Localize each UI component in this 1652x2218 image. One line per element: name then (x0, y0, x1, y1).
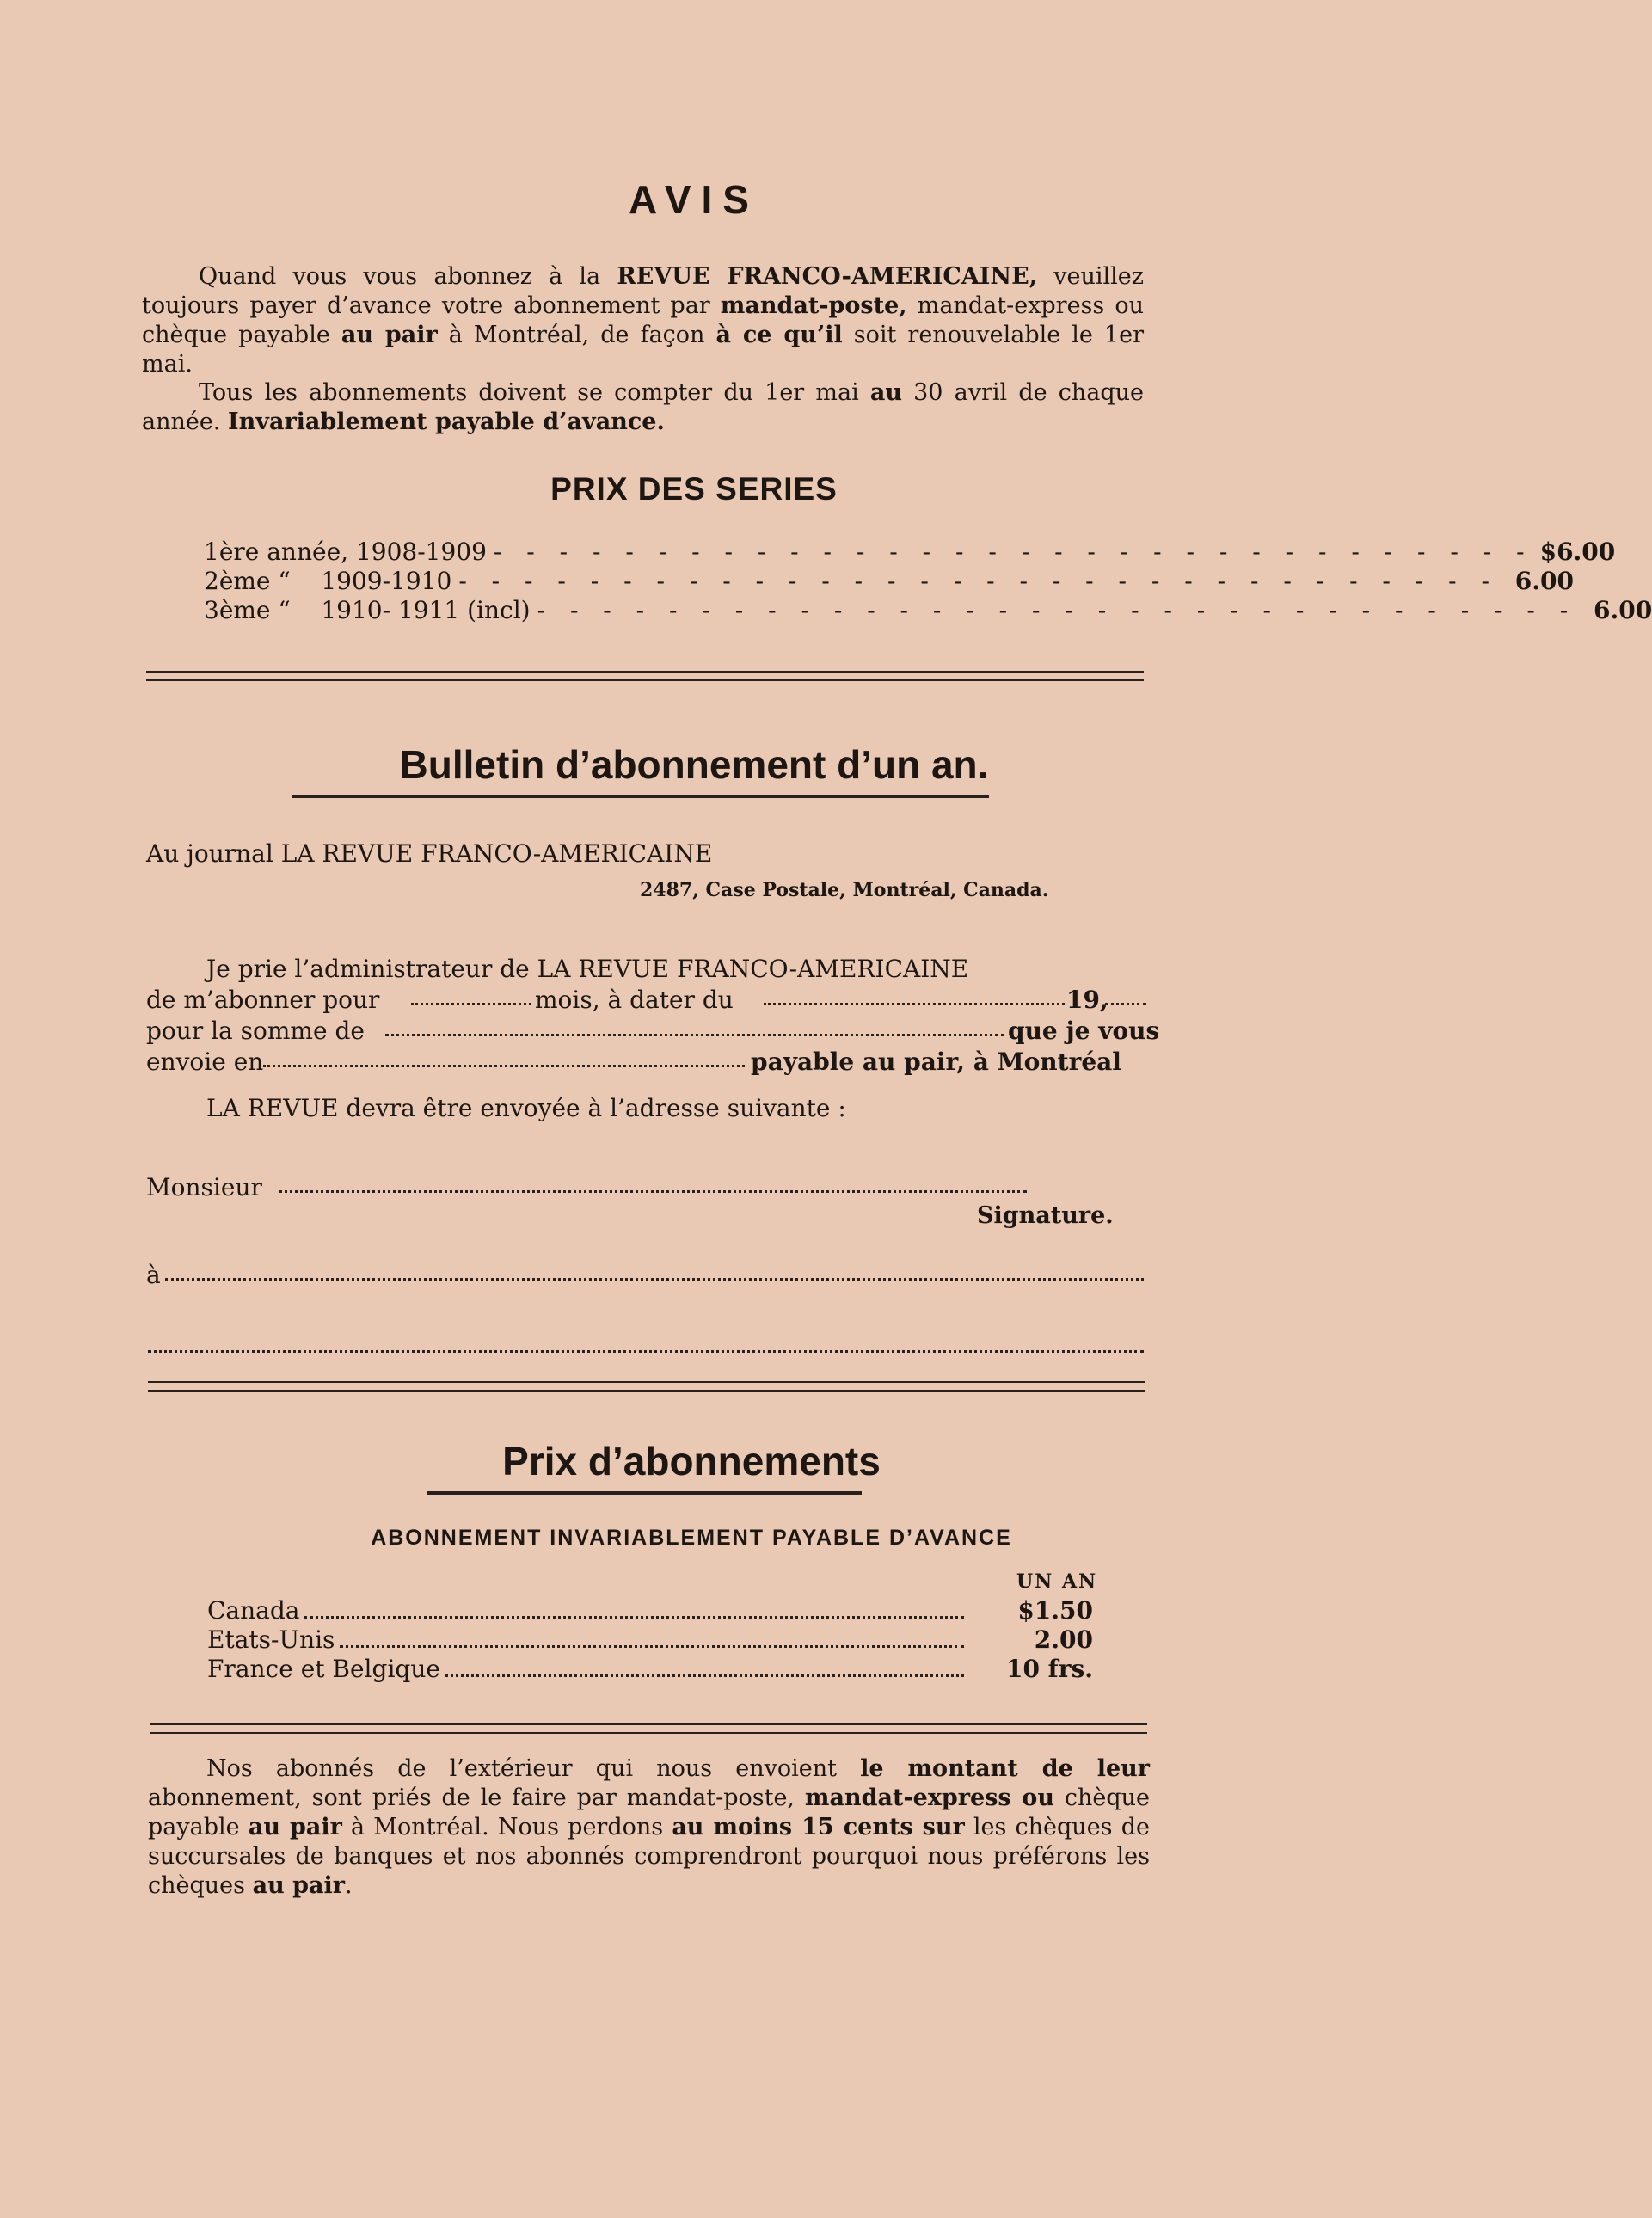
note-text: abonnement, sont priés de le faire par mandat-poste, (148, 1785, 805, 1811)
dash-leader: - - - - - - - - - - - - - - - - - - - - - - - - - - - - - - - - (493, 538, 1533, 566)
sent-via-field[interactable] (263, 1060, 745, 1067)
form-line-3b: que je vous (1008, 1017, 1160, 1045)
avis-text: veuillez toujours payer d’avance votre abonnement par (142, 263, 1144, 319)
note-text: Nos abonnés de l’extérieur qui nous envoient (206, 1755, 861, 1782)
address-field-1[interactable] (165, 1273, 1144, 1281)
year-field[interactable] (1105, 998, 1146, 1005)
avis-text: mandat-express ou chèque payable (142, 292, 1144, 348)
price-row (207, 1655, 1093, 1684)
series-row (204, 596, 1652, 625)
foreign-subscribers-note (148, 1754, 1150, 1901)
divider-rule (148, 1381, 1145, 1383)
form-line-4b: payable au pair, à Montréal (751, 1048, 1121, 1076)
series-price: 6.00 (1514, 567, 1574, 595)
series-label: 3ème “ 1910- 1911 (incl) (204, 596, 531, 624)
avis-paragraph-1 (142, 262, 1144, 379)
form-line-2c: 19, (1066, 986, 1108, 1014)
avis-text: Tous les abonnements doivent se compter du 1er mai (199, 379, 870, 406)
prix-title: Prix d’abonnements (502, 1439, 881, 1484)
note-bold: au pair (252, 1872, 345, 1899)
note-bold: au pair (248, 1814, 342, 1840)
form-line-4a: envoie en (146, 1048, 264, 1076)
note-bold: le montant de leur (860, 1755, 1150, 1782)
address-instruction: LA REVUE devra être envoyée à l’adresse suivante : (206, 1094, 846, 1122)
price-amount: $1.50 (1017, 1596, 1093, 1625)
country-label: France et Belgique (207, 1655, 440, 1683)
dash-leader: - - - - - - - - - - - - - - - - - - - - - - - - - - - - - - - - (458, 567, 1498, 595)
avis-text: soit renouvelable le 1er mai. (142, 322, 1144, 378)
divider-rule (146, 679, 1144, 681)
form-line-1: Je prie l’administrateur de LA REVUE FRANCO-AMERICAINE (206, 955, 969, 983)
avis-text: Quand vous vous abonnez à la (199, 263, 617, 290)
amount-field[interactable] (385, 1029, 1004, 1036)
journal-line: Au journal LA REVUE FRANCO-AMERICAINE (146, 839, 713, 868)
note-bold: mandat-express ou (804, 1785, 1054, 1811)
dot-leader (445, 1674, 964, 1677)
price-row (207, 1625, 1093, 1655)
avis-paragraph-2 (142, 378, 1144, 437)
form-line-2a: de m’abonner pour (146, 986, 380, 1014)
note-text: les chèques de succursales de banques et nos abonnés comprendront pourquoi nous préférons les chèques (148, 1814, 1150, 1899)
form-line-2b: mois, à dater du (535, 986, 734, 1014)
country-label: Canada (207, 1596, 300, 1625)
note-text: à Montréal. Nous perdons (341, 1814, 672, 1840)
avis-bold: à ce qu’il (715, 322, 843, 348)
avis-bold: au (869, 379, 902, 406)
monsieur-label: Monsieur (146, 1173, 262, 1201)
avis-bold: Invariablement payable d’avance. (228, 409, 665, 435)
dash-leader: - - - - - - - - - - - - - - - - - - - - - - - - - - - - - - - - (537, 596, 1577, 624)
avis-title: AVIS (629, 177, 759, 222)
revue-name: REVUE FRANCO-AMERICAINE, (617, 263, 1038, 290)
note-bold: au moins 15 cents sur (672, 1814, 965, 1840)
form-line-3a: pour la somme de (146, 1017, 365, 1045)
name-field[interactable] (279, 1185, 1027, 1193)
series-row (204, 538, 1616, 567)
series-label: 2ème “ 1909-1910 (204, 567, 452, 595)
price-amount: 10 frs. (1005, 1655, 1093, 1683)
avis-bold: mandat-poste, (720, 292, 907, 319)
bulletin-title: Bulletin d’abonnement d’un an. (399, 742, 989, 787)
column-head-un-an: UN AN (1016, 1570, 1098, 1593)
note-text: chèque payable (148, 1785, 1150, 1840)
address-field-2[interactable] (148, 1345, 1144, 1353)
series-price: 6.00 (1594, 596, 1652, 624)
series-price: $6.00 (1539, 538, 1616, 566)
note-text: . (344, 1872, 353, 1899)
title-underline (427, 1491, 862, 1495)
dot-leader (304, 1615, 964, 1619)
avis-text: 30 avril de chaque année. (142, 379, 1144, 435)
divider-rule (150, 1732, 1147, 1734)
divider-rule (150, 1723, 1147, 1725)
a-label: à (146, 1261, 161, 1289)
price-amount: 2.00 (1034, 1625, 1093, 1654)
avis-bold: au pair (341, 322, 438, 348)
prix-subtitle: ABONNEMENT INVARIABLEMENT PAYABLE D’AVANCE (371, 1526, 1012, 1550)
divider-rule (146, 671, 1144, 673)
months-field[interactable] (411, 998, 531, 1005)
series-row (204, 567, 1574, 596)
start-date-field[interactable] (764, 998, 1065, 1005)
title-underline (292, 795, 989, 798)
series-title: PRIX DES SERIES (550, 471, 838, 507)
price-row (207, 1596, 1093, 1625)
signature-label: Signature. (977, 1202, 1114, 1229)
journal-address: 2487, Case Postale, Montréal, Canada. (640, 879, 1049, 901)
series-label: 1ère année, 1908-1909 (204, 538, 487, 566)
divider-rule (148, 1390, 1145, 1392)
country-label: Etats-Unis (207, 1625, 335, 1654)
dot-leader (340, 1644, 964, 1648)
avis-text: à Montréal, de façon (437, 322, 716, 348)
